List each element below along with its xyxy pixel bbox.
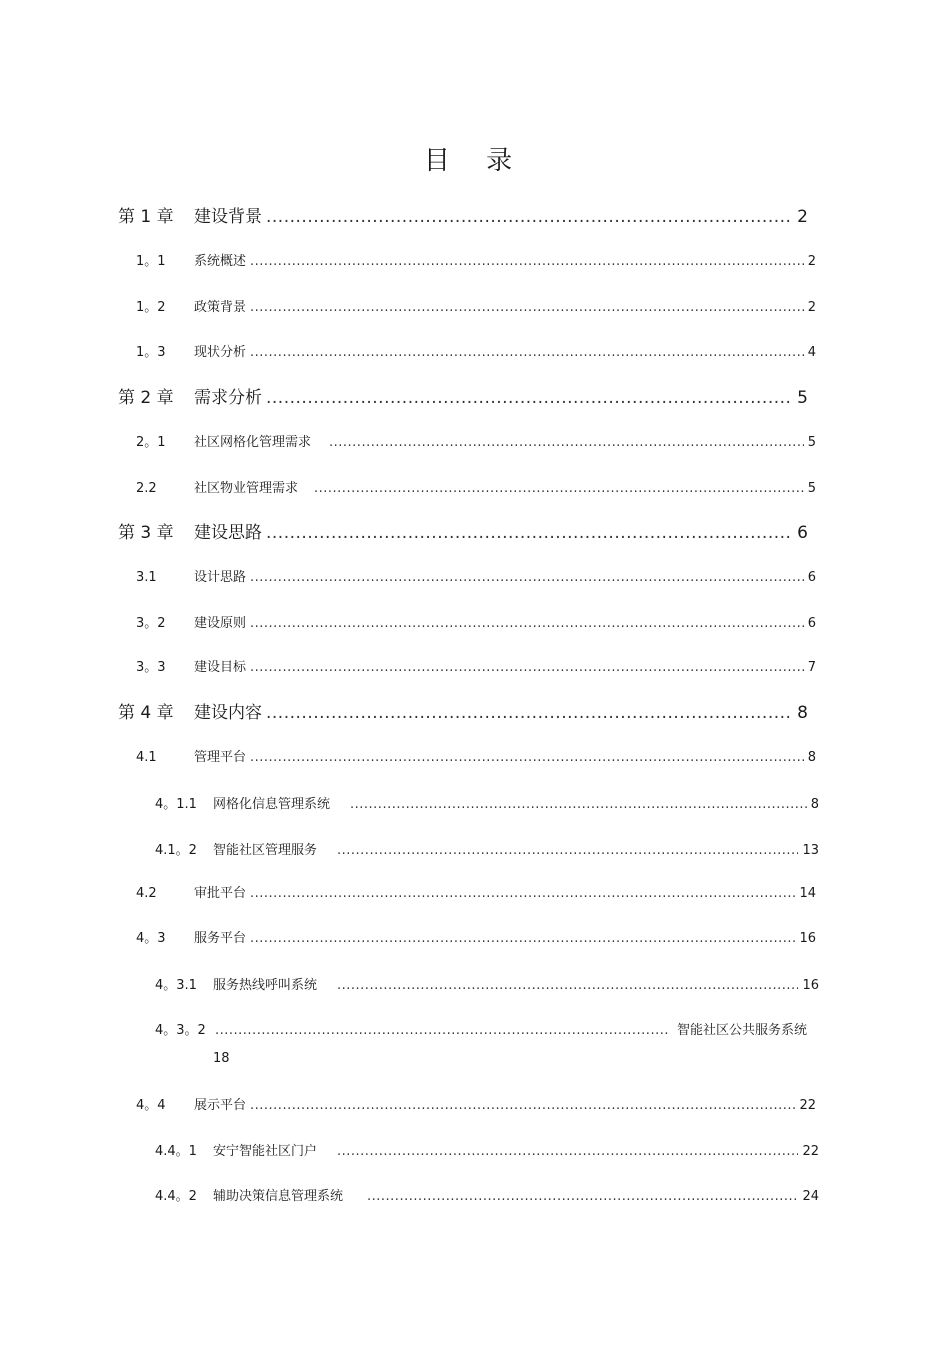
toc-entry-section[interactable] bbox=[136, 477, 816, 496]
toc-page: 16 bbox=[799, 931, 816, 946]
toc-page: 5 bbox=[807, 435, 816, 450]
toc-label: 建设原则 bbox=[194, 616, 247, 631]
toc-entry-section[interactable] bbox=[136, 341, 816, 360]
toc-entry-section[interactable] bbox=[136, 431, 816, 450]
toc-entry-subsection[interactable] bbox=[155, 1019, 807, 1038]
toc-label: 政策背景 bbox=[194, 300, 247, 315]
toc-leader bbox=[367, 1189, 798, 1204]
toc-number: 3.1 bbox=[136, 570, 157, 585]
toc-leader bbox=[250, 1098, 795, 1113]
toc-label: 社区网格化管理需求 bbox=[194, 435, 312, 450]
toc-number: 4.4。1 bbox=[155, 1144, 197, 1159]
toc-label: 设计思路 bbox=[194, 570, 247, 585]
toc-number: 1。2 bbox=[136, 300, 166, 315]
toc-number: 第 3 章 bbox=[118, 523, 174, 543]
toc-page: 8 bbox=[810, 797, 819, 812]
toc-entry-chapter[interactable] bbox=[118, 518, 808, 543]
toc-entry-section[interactable] bbox=[136, 746, 816, 765]
toc-page: 18 bbox=[213, 1051, 230, 1066]
toc-label: 审批平台 bbox=[194, 886, 247, 901]
toc-label: 智能社区公共服务系统 bbox=[676, 1023, 807, 1038]
toc-label: 服务热线呼叫系统 bbox=[213, 978, 318, 993]
toc-page: 5 bbox=[797, 388, 808, 408]
toc-leader bbox=[250, 616, 804, 631]
toc-label: 系统概述 bbox=[194, 254, 247, 269]
toc-number: 2。1 bbox=[136, 435, 166, 450]
toc-number: 2.2 bbox=[136, 481, 157, 496]
toc-page: 7 bbox=[807, 660, 816, 675]
toc-entry-section[interactable] bbox=[136, 927, 816, 946]
toc-number: 4.2 bbox=[136, 886, 157, 901]
toc-entry-section[interactable] bbox=[136, 612, 816, 631]
toc-label: 需求分析 bbox=[194, 388, 262, 408]
toc-number: 3。3 bbox=[136, 660, 166, 675]
toc-leader bbox=[266, 388, 793, 408]
toc-number: 4.4。2 bbox=[155, 1189, 197, 1204]
toc-entry-subsection[interactable] bbox=[155, 1185, 819, 1204]
toc-number: 4。3.1 bbox=[155, 978, 197, 993]
toc-label: 智能社区管理服务 bbox=[213, 843, 318, 858]
toc-label: 服务平台 bbox=[194, 931, 247, 946]
toc-entry-chapter[interactable] bbox=[118, 202, 808, 227]
toc-entry-subsection[interactable] bbox=[155, 839, 819, 858]
toc-title: 目 录 bbox=[423, 146, 527, 176]
toc-page: 22 bbox=[799, 1098, 816, 1113]
toc-page: 2 bbox=[797, 207, 808, 227]
toc-leader bbox=[266, 703, 793, 723]
toc-number: 第 2 章 bbox=[118, 388, 174, 408]
toc-entry-chapter[interactable] bbox=[118, 383, 808, 408]
toc-label: 建设背景 bbox=[194, 207, 262, 227]
toc-leader bbox=[266, 207, 793, 227]
toc-entry-subsection[interactable] bbox=[155, 1140, 819, 1159]
toc-page: 6 bbox=[797, 523, 808, 543]
toc-entry-section[interactable] bbox=[136, 882, 816, 901]
toc-number: 4。4 bbox=[136, 1098, 166, 1113]
toc-leader bbox=[250, 660, 804, 675]
toc-number: 第 4 章 bbox=[118, 703, 174, 723]
toc-entry-chapter[interactable] bbox=[118, 698, 808, 723]
toc-leader bbox=[314, 481, 804, 496]
toc-label: 建设内容 bbox=[194, 703, 262, 723]
toc-number: 1。1 bbox=[136, 254, 166, 269]
toc-page: 2 bbox=[807, 300, 816, 315]
toc-leader bbox=[250, 345, 804, 360]
toc-page: 5 bbox=[807, 481, 816, 496]
toc-page: 8 bbox=[807, 750, 816, 765]
toc-leader bbox=[266, 523, 793, 543]
toc-leader bbox=[215, 1023, 669, 1038]
toc-label: 管理平台 bbox=[194, 750, 247, 765]
toc-label: 社区物业管理需求 bbox=[194, 481, 299, 496]
toc-label: 安宁智能社区门户 bbox=[213, 1144, 318, 1159]
toc-entry-section[interactable] bbox=[136, 1094, 816, 1113]
toc-number: 4.1。2 bbox=[155, 843, 197, 858]
toc-page: 14 bbox=[799, 886, 816, 901]
toc-number: 4。3 bbox=[136, 931, 166, 946]
toc-page: 2 bbox=[807, 254, 816, 269]
toc-entry-subsection[interactable] bbox=[155, 974, 819, 993]
toc-page: 6 bbox=[807, 616, 816, 631]
toc-entry-section[interactable] bbox=[136, 656, 816, 675]
toc-leader bbox=[250, 886, 795, 901]
toc-label: 辅助决策信息管理系统 bbox=[213, 1189, 344, 1204]
toc-page: 8 bbox=[797, 703, 808, 723]
toc-page: 24 bbox=[802, 1189, 819, 1204]
toc-page: 22 bbox=[802, 1144, 819, 1159]
toc-number: 3。2 bbox=[136, 616, 166, 631]
toc-leader bbox=[337, 978, 798, 993]
toc-number: 4.1 bbox=[136, 750, 157, 765]
toc-leader bbox=[250, 570, 804, 585]
toc-leader bbox=[337, 843, 798, 858]
toc-page: 13 bbox=[802, 843, 819, 858]
toc-entry-section[interactable] bbox=[136, 566, 816, 585]
toc-entry-section[interactable] bbox=[136, 296, 816, 315]
toc-page: 16 bbox=[802, 978, 819, 993]
toc-label: 建设思路 bbox=[194, 523, 262, 543]
toc-label: 展示平台 bbox=[194, 1098, 247, 1113]
toc-label: 建设目标 bbox=[194, 660, 247, 675]
toc-number: 4。3。2 bbox=[155, 1023, 206, 1038]
toc-number: 第 1 章 bbox=[118, 207, 174, 227]
toc-page: 4 bbox=[807, 345, 816, 360]
toc-entry-section[interactable] bbox=[136, 250, 816, 269]
toc-leader bbox=[329, 435, 804, 450]
toc-label: 现状分析 bbox=[194, 345, 247, 360]
toc-leader bbox=[250, 931, 795, 946]
toc-page: 6 bbox=[807, 570, 816, 585]
toc-leader bbox=[350, 797, 807, 812]
toc-leader bbox=[250, 300, 804, 315]
toc-leader bbox=[337, 1144, 798, 1159]
toc-number: 4。1.1 bbox=[155, 797, 197, 812]
toc-label: 网格化信息管理系统 bbox=[213, 797, 331, 812]
toc-leader bbox=[250, 750, 804, 765]
toc-number: 1。3 bbox=[136, 345, 166, 360]
toc-entry-subsection[interactable] bbox=[155, 793, 819, 812]
toc-leader bbox=[250, 254, 804, 269]
